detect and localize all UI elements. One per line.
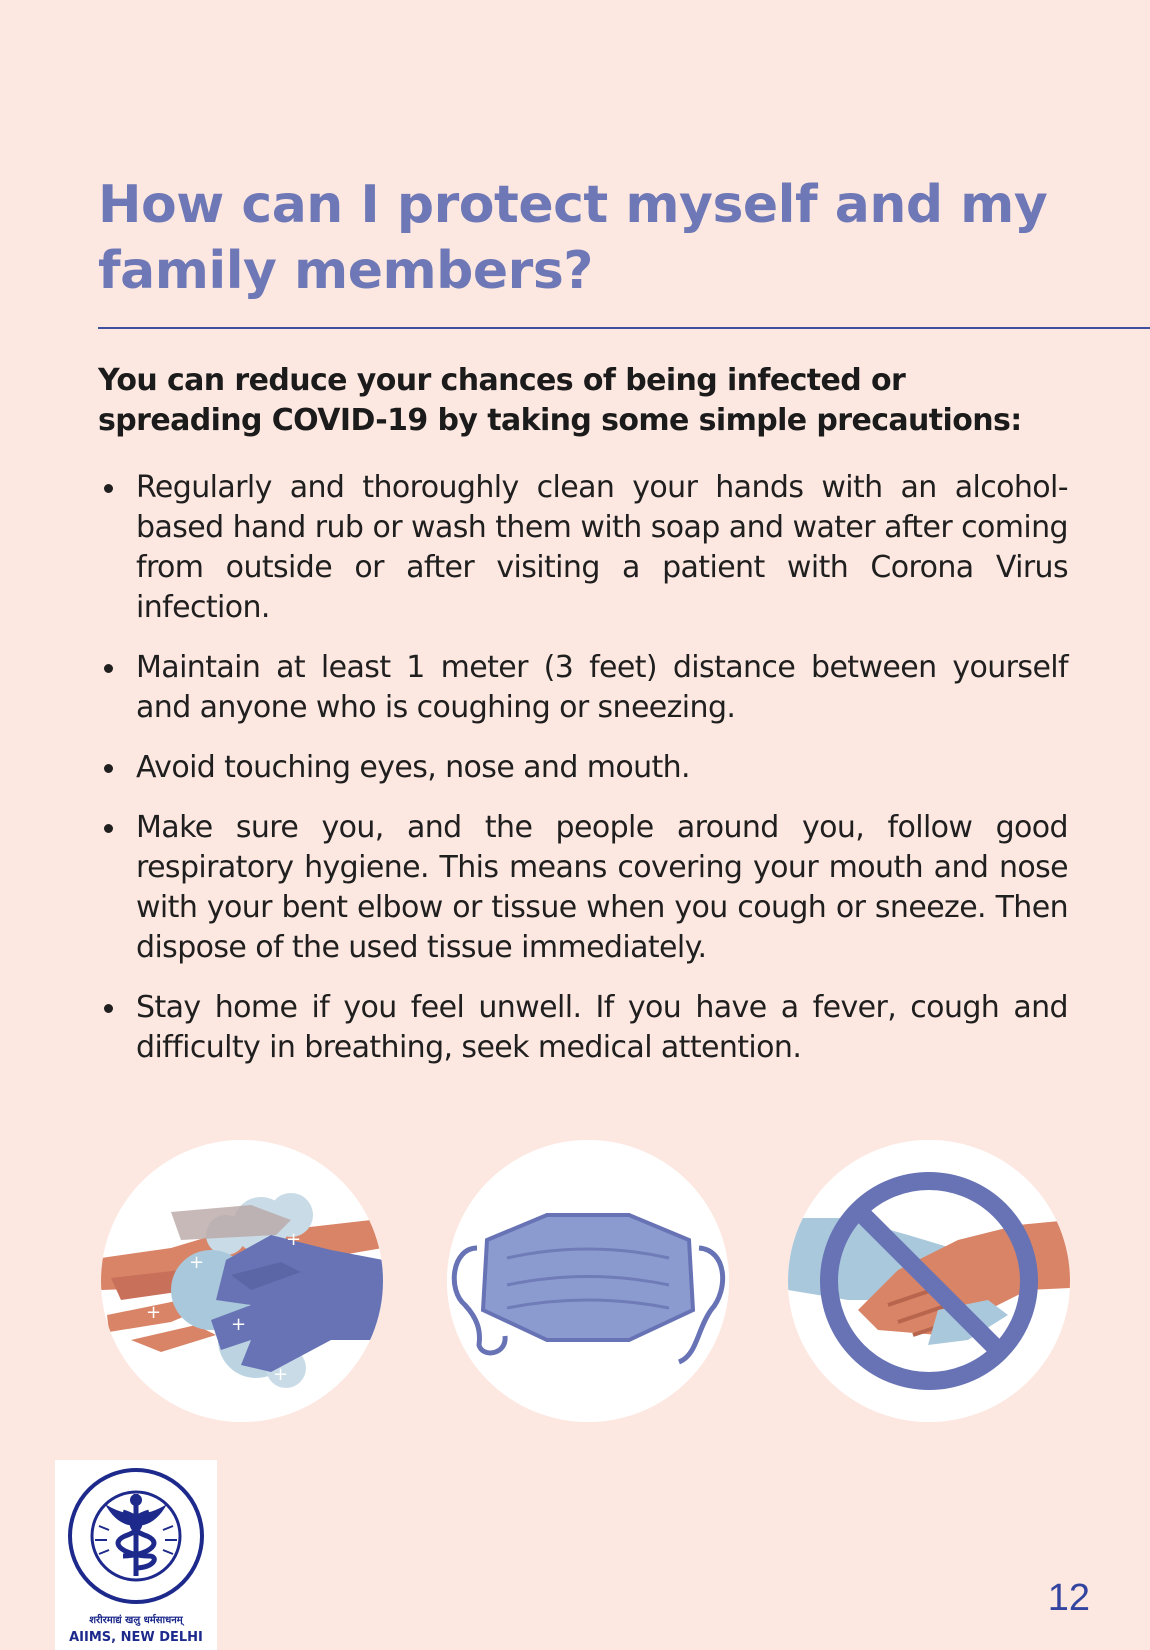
list-item [98, 468, 1068, 628]
bullet-icon [104, 664, 113, 673]
logo-motto: शरीरमाद्यं खलु धर्मसाधनम् [89, 1615, 183, 1626]
page-number: 12 [1047, 1577, 1090, 1619]
page-title: How can I protect myself and my family members? [98, 175, 1048, 301]
bullet-icon [104, 484, 113, 493]
list-item-text: Maintain at least 1 meter (3 feet) distance between yourself and anyone who is coughing or sneezing. [136, 650, 1068, 725]
svg-text:+: + [181, 1194, 197, 1215]
precautions-list [98, 468, 1068, 1088]
bullet-icon [104, 824, 113, 833]
bullet-icon [104, 764, 113, 773]
list-item-text: Make sure you, and the people around you, follow good respiratory hygiene. This means covering your mouth and nose with your bent elbow or tissue when you cough or sneeze. Then dispose of the used tissue immediately. [136, 810, 1068, 965]
list-item [98, 988, 1068, 1068]
list-item-text: Regularly and thoroughly clean your hands with an alcohol-based hand rub or wash them with soap and water after coming from outside or after visiting a patient with Corona Virus infection. [136, 470, 1068, 625]
svg-text:+: + [286, 1229, 302, 1250]
logo-name: AIIMS, NEW DELHI [69, 1630, 203, 1645]
title-divider [98, 327, 1150, 329]
list-item-text: Stay home if you feel unwell. If you have a fever, cough and difficulty in breathing, seek medical attention. [136, 990, 1068, 1065]
list-item [98, 808, 1068, 968]
svg-text:+: + [146, 1302, 162, 1323]
face-mask-icon [447, 1140, 729, 1422]
aiims-logo [55, 1460, 217, 1650]
svg-text:+: + [231, 1314, 247, 1335]
no-handshake-icon [788, 1140, 1070, 1422]
list-item [98, 748, 1068, 788]
list-item [98, 648, 1068, 728]
intro-text: You can reduce your chances of being infected or spreading COVID-19 by taking some simple precautions: [98, 363, 1022, 438]
bullet-icon [104, 1004, 113, 1013]
aiims-emblem-icon [65, 1464, 207, 1609]
list-item-text: Avoid touching eyes, nose and mouth. [136, 750, 690, 785]
svg-text:+: + [273, 1364, 289, 1385]
svg-text:+: + [189, 1252, 205, 1273]
hand-washing-icon [101, 1140, 383, 1422]
